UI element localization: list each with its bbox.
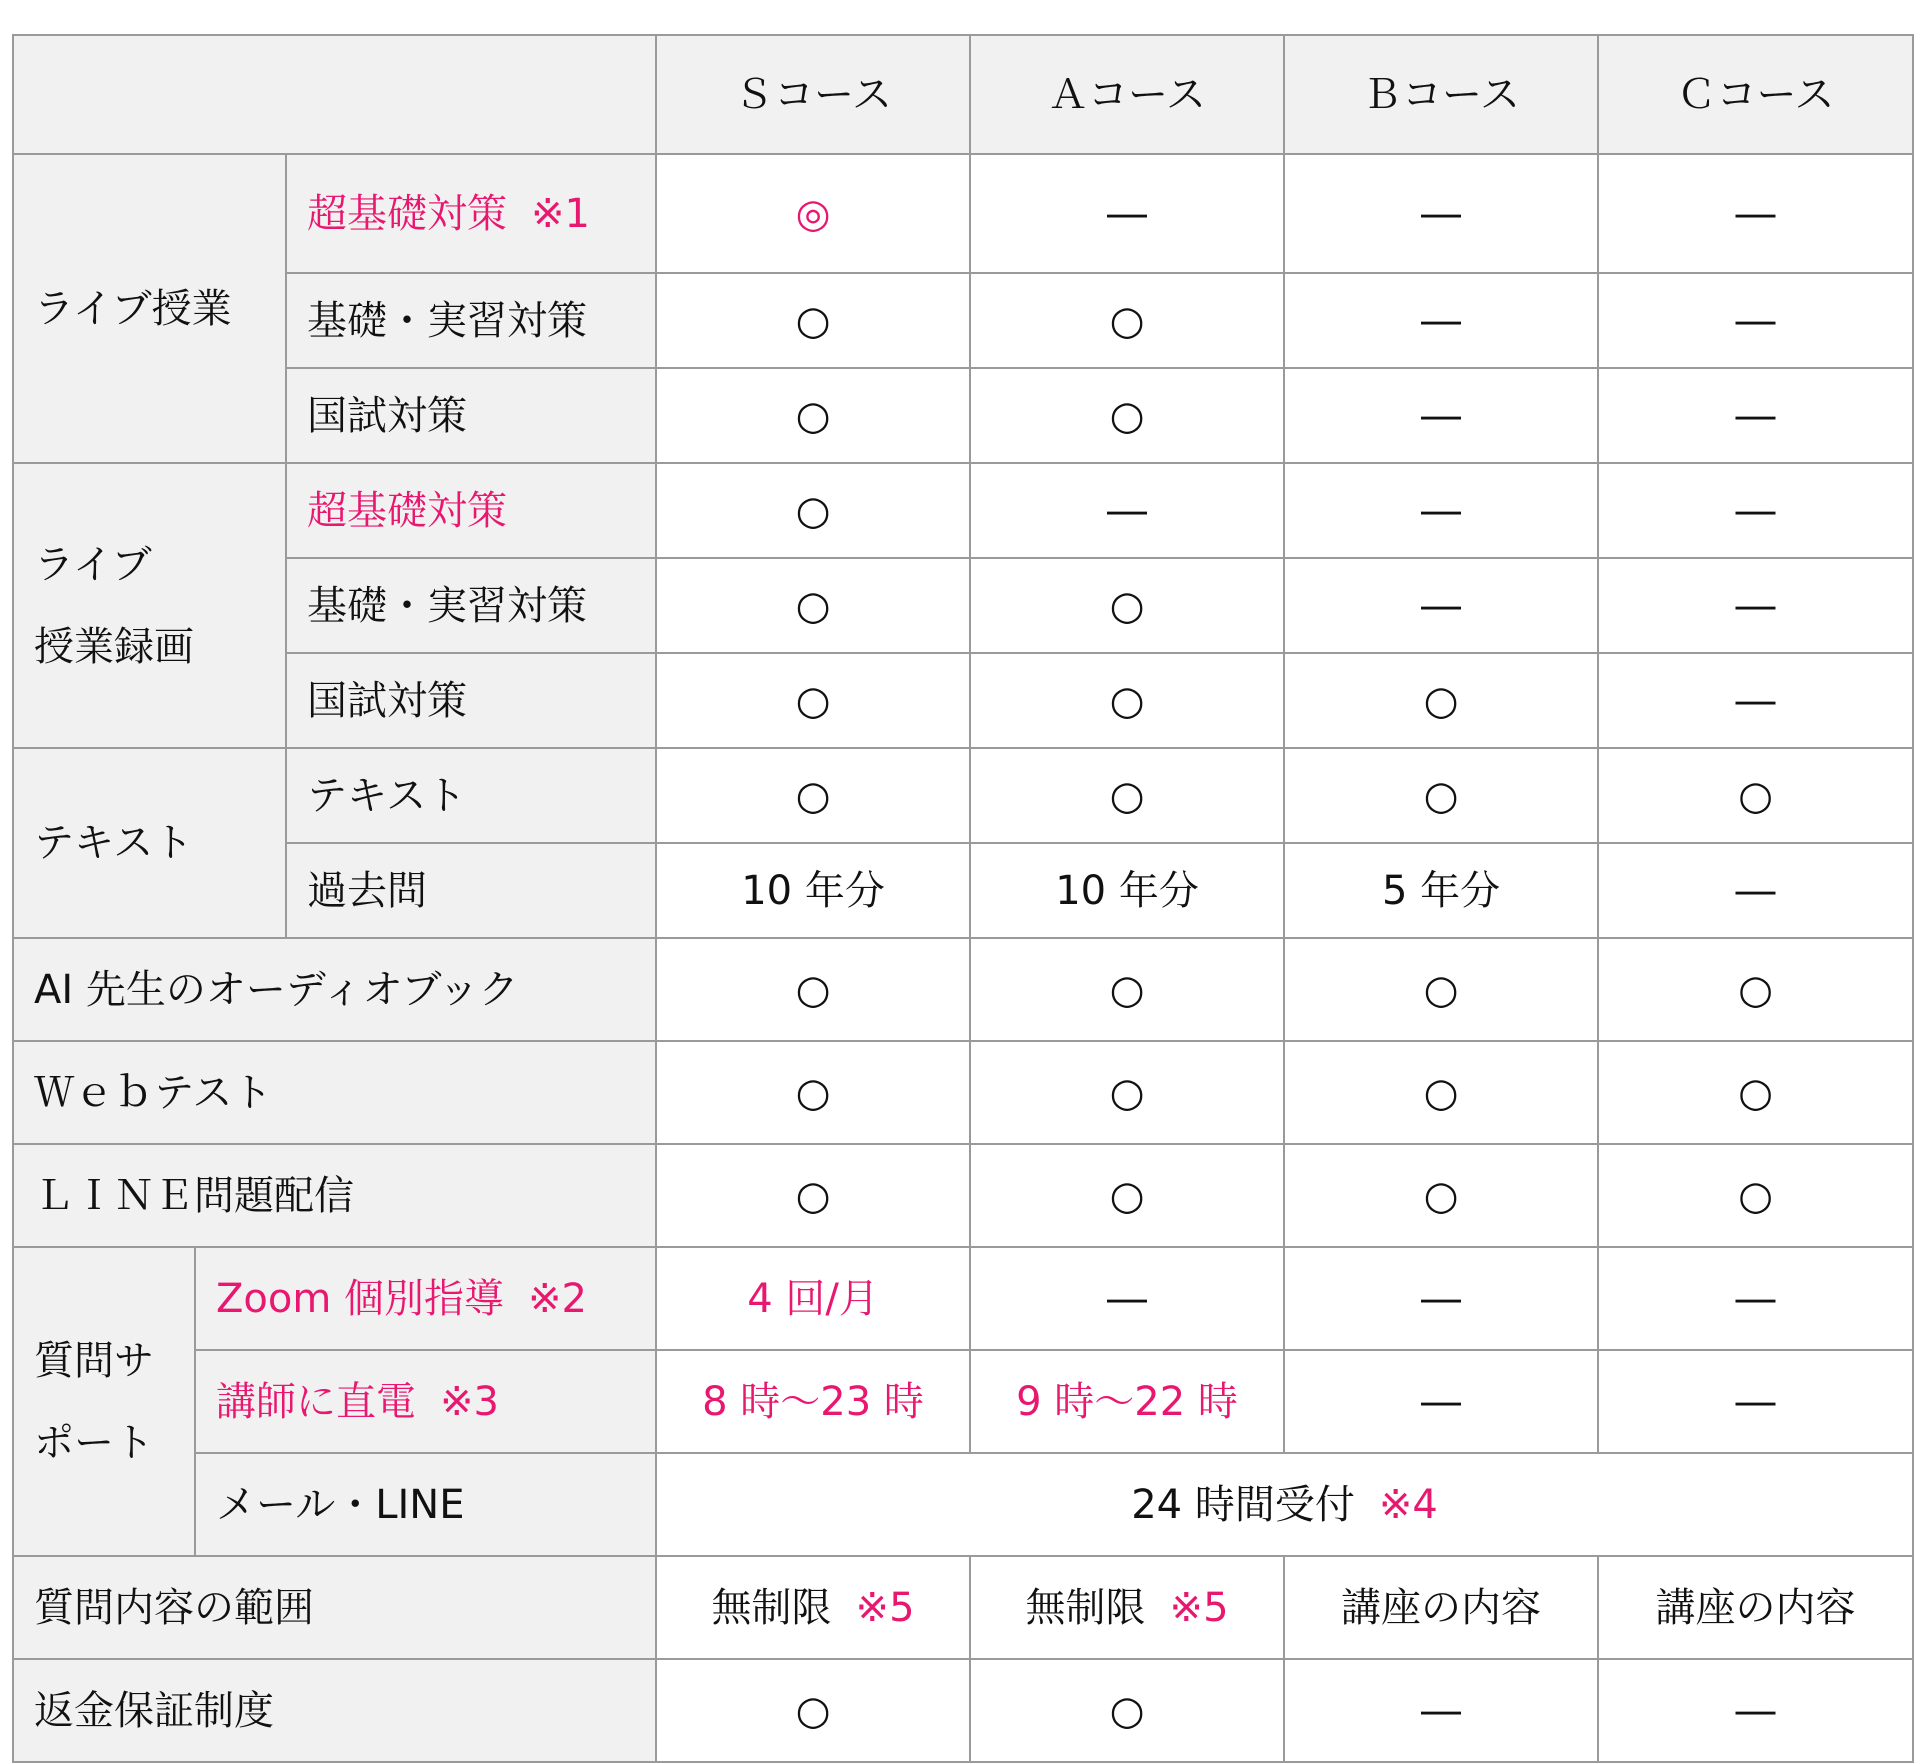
dash-mark: ― <box>970 154 1284 273</box>
dash-mark: ― <box>1598 653 1913 748</box>
circle-mark: ○ <box>656 463 970 558</box>
header-b-course: Ｂコース <box>1284 35 1598 154</box>
row-label: Ｗｅｂテスト <box>13 1041 656 1144</box>
row-label: テキスト <box>286 748 656 843</box>
table-row <box>13 1659 1913 1762</box>
row-label: 講師に直電 ※3 <box>195 1350 656 1453</box>
header-a-course: Ａコース <box>970 35 1284 154</box>
row-label: Zoom 個別指導 ※2 <box>195 1247 656 1350</box>
circle-mark: ○ <box>1598 938 1913 1041</box>
row-label: 国試対策 <box>286 653 656 748</box>
header-c-course: Ｃコース <box>1598 35 1913 154</box>
row-label: AI 先生のオーディオブック <box>13 938 656 1041</box>
header-row <box>13 35 1913 154</box>
row-label: 超基礎対策 <box>286 463 656 558</box>
circle-mark: ○ <box>1598 1144 1913 1247</box>
circle-mark: ○ <box>1284 748 1598 843</box>
circle-mark: ○ <box>970 558 1284 653</box>
table-row <box>13 463 1913 558</box>
table-row <box>13 1041 1913 1144</box>
dash-mark: ― <box>1284 1247 1598 1350</box>
course-comparison-table <box>12 34 1914 1763</box>
dash-mark: ― <box>1598 843 1913 938</box>
row-label: 基礎・実習対策 <box>286 558 656 653</box>
circle-mark: ○ <box>970 653 1284 748</box>
circle-mark: ○ <box>970 368 1284 463</box>
circle-mark: ○ <box>1598 748 1913 843</box>
circle-mark: ○ <box>1598 1041 1913 1144</box>
dash-mark: ― <box>970 1247 1284 1350</box>
table-row <box>13 154 1913 273</box>
dash-mark: ― <box>1284 368 1598 463</box>
category-question-support <box>13 1247 195 1556</box>
category-live-lessons: ライブ授業 <box>13 154 286 463</box>
dash-mark: ― <box>1598 1247 1913 1350</box>
past-exam-years: 5 年分 <box>1284 843 1598 938</box>
dash-mark: ― <box>1598 1659 1913 1762</box>
past-exam-years: 10 年分 <box>656 843 970 938</box>
row-label: 国試対策 <box>286 368 656 463</box>
dash-mark: ― <box>1284 154 1598 273</box>
circle-mark: ○ <box>656 653 970 748</box>
dash-mark: ― <box>1284 273 1598 368</box>
circle-mark: ○ <box>656 748 970 843</box>
circle-mark: ○ <box>1284 653 1598 748</box>
dash-mark: ― <box>970 463 1284 558</box>
dash-mark: ― <box>1598 1350 1913 1453</box>
table-row <box>13 558 1913 653</box>
dash-mark: ― <box>1598 368 1913 463</box>
circle-mark: ○ <box>656 1041 970 1144</box>
phone-hours: 8 時～23 時 <box>656 1350 970 1453</box>
table-row <box>13 843 1913 938</box>
table-row <box>13 1556 1913 1659</box>
category-text: テキスト <box>13 748 286 938</box>
circle-mark: ○ <box>970 1041 1284 1144</box>
dash-mark: ― <box>1284 1659 1598 1762</box>
mail-line-availability: 24 時間受付 ※4 <box>656 1453 1913 1556</box>
header-corner-cell <box>13 35 656 154</box>
circle-mark: ○ <box>1284 938 1598 1041</box>
phone-hours: 9 時～22 時 <box>970 1350 1284 1453</box>
row-label: 基礎・実習対策 <box>286 273 656 368</box>
circle-mark: ○ <box>656 273 970 368</box>
circle-mark: ○ <box>970 938 1284 1041</box>
circle-mark: ○ <box>656 368 970 463</box>
dash-mark: ― <box>1284 1350 1598 1453</box>
table-row <box>13 368 1913 463</box>
zoom-frequency: 4 回/月 <box>656 1247 970 1350</box>
circle-mark: ○ <box>1284 1144 1598 1247</box>
circle-mark: ○ <box>656 938 970 1041</box>
double-circle-mark: ◎ <box>656 154 970 273</box>
dash-mark: ― <box>1598 463 1913 558</box>
circle-mark: ○ <box>1284 1041 1598 1144</box>
table-row <box>13 653 1913 748</box>
row-label: 返金保証制度 <box>13 1659 656 1762</box>
row-label: 超基礎対策 ※1 <box>286 154 656 273</box>
scope-value: 無制限 ※5 <box>656 1556 970 1659</box>
dash-mark: ― <box>1284 558 1598 653</box>
row-label: 過去問 <box>286 843 656 938</box>
circle-mark: ○ <box>656 1144 970 1247</box>
table-row <box>13 1350 1913 1453</box>
table-row <box>13 1453 1913 1556</box>
category-label-line2: 授業録画 <box>34 623 194 670</box>
table-row <box>13 748 1913 843</box>
category-label-line2: ポート <box>34 1419 154 1466</box>
table-row <box>13 1247 1913 1350</box>
category-live-recordings <box>13 463 286 748</box>
table-row <box>13 1144 1913 1247</box>
scope-value: 無制限 ※5 <box>970 1556 1284 1659</box>
row-label: ＬＩＮＥ問題配信 <box>13 1144 656 1247</box>
table-row <box>13 938 1913 1041</box>
circle-mark: ○ <box>970 1659 1284 1762</box>
dash-mark: ― <box>1598 273 1913 368</box>
dash-mark: ― <box>1284 463 1598 558</box>
scope-value: 講座の内容 <box>1284 1556 1598 1659</box>
circle-mark: ○ <box>656 558 970 653</box>
dash-mark: ― <box>1598 558 1913 653</box>
category-label-line1: ライブ <box>34 541 152 588</box>
header-s-course: Ｓコース <box>656 35 970 154</box>
scope-value: 講座の内容 <box>1598 1556 1913 1659</box>
circle-mark: ○ <box>970 748 1284 843</box>
row-label: 質問内容の範囲 <box>13 1556 656 1659</box>
table-row <box>13 273 1913 368</box>
dash-mark: ― <box>1598 154 1913 273</box>
circle-mark: ○ <box>970 1144 1284 1247</box>
past-exam-years: 10 年分 <box>970 843 1284 938</box>
circle-mark: ○ <box>656 1659 970 1762</box>
circle-mark: ○ <box>970 273 1284 368</box>
row-label: メール・LINE <box>195 1453 656 1556</box>
category-label-line1: 質問サ <box>34 1337 154 1384</box>
